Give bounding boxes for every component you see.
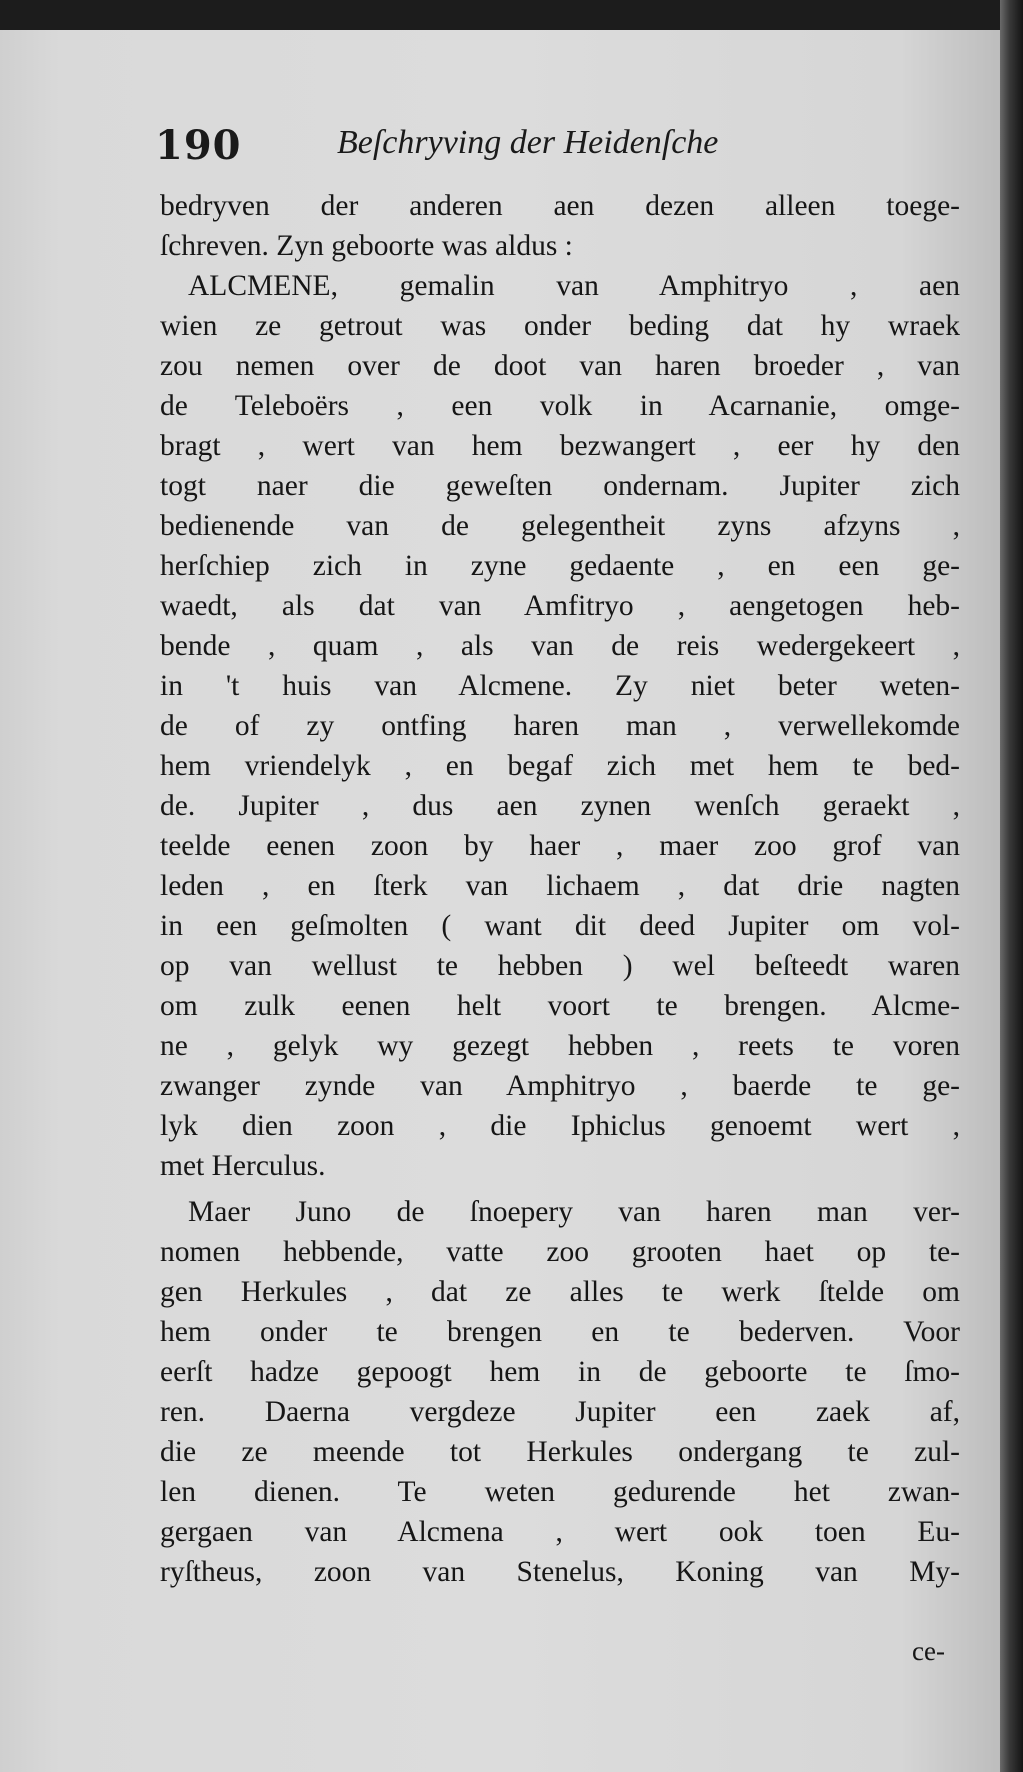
- text-line: len dienen. Te weten gedurende het zwan-: [160, 1476, 960, 1508]
- text-line: de. Jupiter , dus aen zynen wenſch geraekt ,: [160, 790, 960, 822]
- running-head: Beſchryving der Heidenſche: [337, 124, 719, 161]
- text-line: ne , gelyk wy gezegt hebben , reets te voren: [160, 1030, 960, 1062]
- text-line: zwanger zynde van Amphitryo , baerde te ge-: [160, 1070, 960, 1102]
- text-line: gergaen van Alcmena , wert ook toen Eu-: [160, 1516, 960, 1548]
- text-line: hem onder te brengen en te bederven. Voor: [160, 1316, 960, 1348]
- text-line: in 't huis van Alcmene. Zy niet beter weten-: [160, 670, 960, 702]
- text-line: Maer Juno de ſnoepery van haren man ver-: [188, 1196, 960, 1228]
- body-text: [160, 186, 960, 1592]
- page-gutter-edge: [1000, 0, 1023, 1772]
- text-line: zou nemen over de doot van haren broeder , van: [160, 350, 960, 382]
- text-line: wien ze getrout was onder beding dat hy wraek: [160, 310, 960, 342]
- text-line: togt naer die geweſten ondernam. Jupiter zich: [160, 470, 960, 502]
- text-line: om zulk eenen helt voort te brengen. Alcme-: [160, 990, 960, 1022]
- text-line: bragt , wert van hem bezwangert , eer hy den: [160, 430, 960, 462]
- text-line: de Teleboërs , een volk in Acarnanie, omge-: [160, 390, 960, 422]
- text-line: bende , quam , als van de reis wedergekeert ,: [160, 630, 960, 662]
- text-line: ren. Daerna vergdeze Jupiter een zaek af,: [160, 1396, 960, 1428]
- text-line: nomen hebbende, vatte zoo grooten haet op te-: [160, 1236, 960, 1268]
- text-line: ſchreven. Zyn geboorte was aldus :: [160, 230, 573, 262]
- text-line: lyk dien zoon , die Iphiclus genoemt wert ,: [160, 1110, 960, 1142]
- text-line: bedryven der anderen aen dezen alleen toege-: [160, 190, 960, 222]
- text-line: ryſtheus, zoon van Stenelus, Koning van My-: [160, 1556, 960, 1588]
- text-line: in een geſmolten ( want dit deed Jupiter om vol-: [160, 910, 960, 942]
- text-line: op van wellust te hebben ) wel beſteedt waren: [160, 950, 960, 982]
- text-line: herſchiep zich in zyne gedaente , en een ge-: [160, 550, 960, 582]
- text-line: ALCMENE, gemalin van Amphitryo , aen: [188, 270, 960, 302]
- text-line: gen Herkules , dat ze alles te werk ſtelde om: [160, 1276, 960, 1308]
- text-line: die ze meende tot Herkules ondergang te zul-: [160, 1436, 960, 1468]
- catchword: ce-: [912, 1636, 945, 1666]
- text-line: hem vriendelyk , en begaf zich met hem te bed-: [160, 750, 960, 782]
- text-line: teelde eenen zoon by haer , maer zoo grof van: [160, 830, 960, 862]
- text-line: bedienende van de gelegentheit zyns afzyns ,: [160, 510, 960, 542]
- text-line: waedt, als dat van Amfitryo , aengetogen heb-: [160, 590, 960, 622]
- page-header: [155, 118, 955, 178]
- text-line: met Herculus.: [160, 1150, 326, 1182]
- text-line: leden , en ſterk van lichaem , dat drie nagten: [160, 870, 960, 902]
- text-line: de of zy ontfing haren man , verwellekomde: [160, 710, 960, 742]
- page-number: 190: [155, 122, 242, 169]
- text-line: eerſt hadze gepoogt hem in de geboorte te ſmo-: [160, 1356, 960, 1388]
